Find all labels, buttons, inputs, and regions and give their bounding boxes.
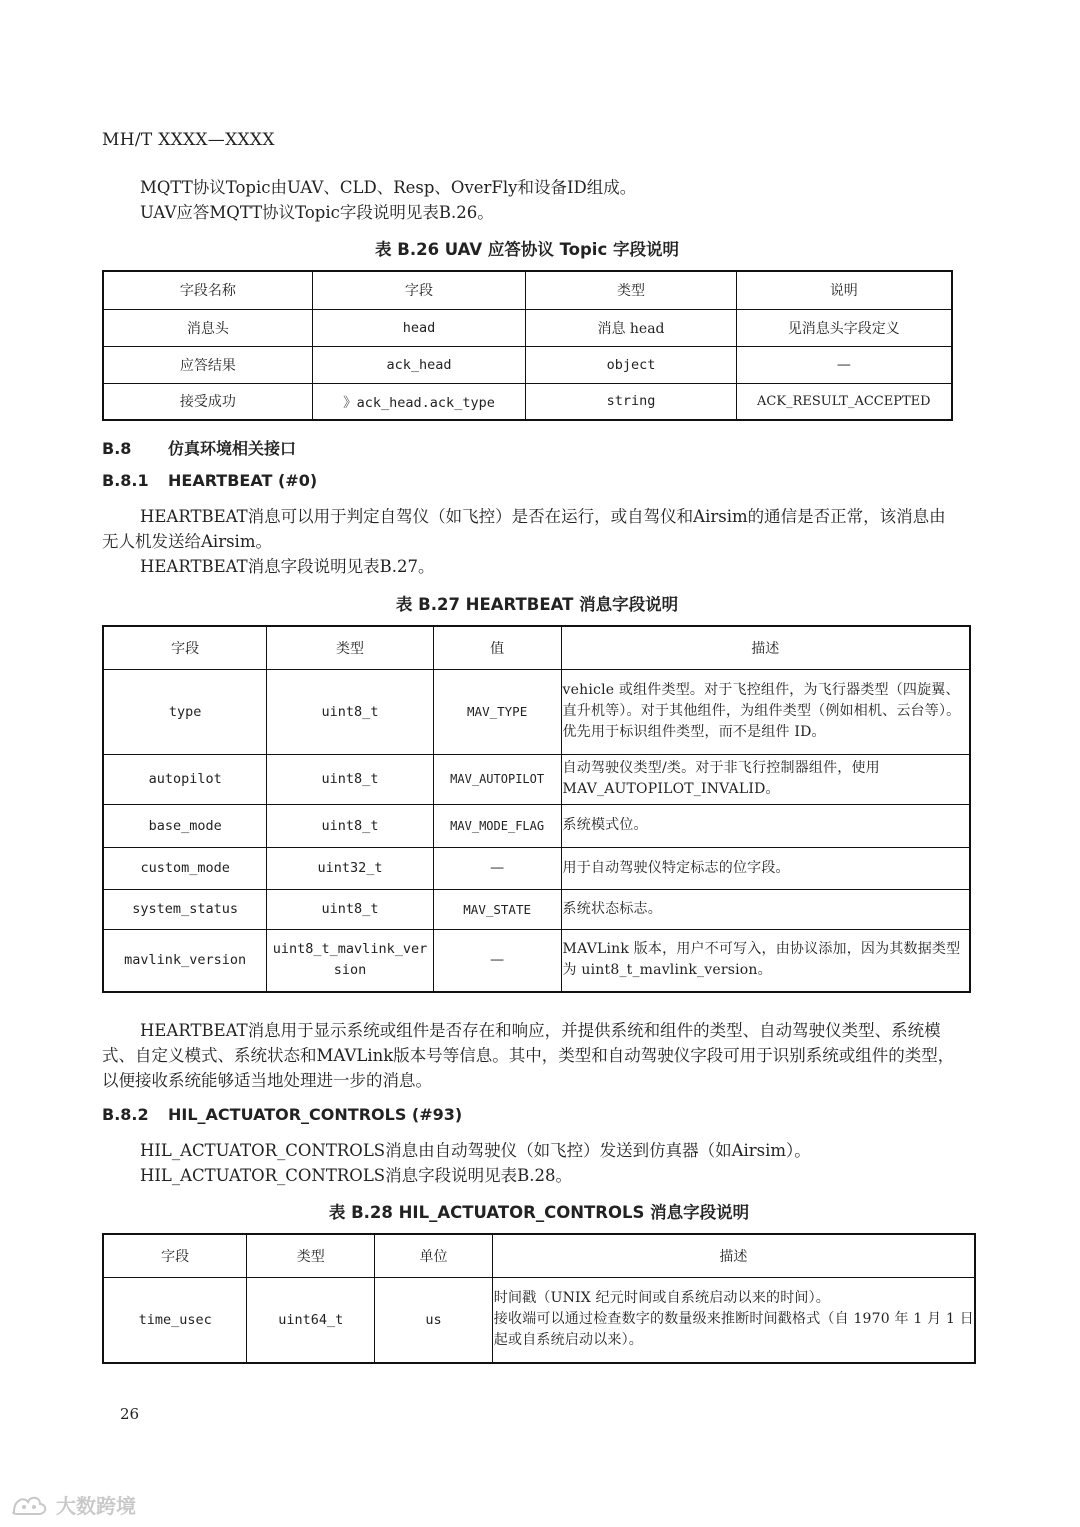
table28-header-cell: 描述: [492, 1234, 975, 1277]
table-cell: MAV_TYPE: [433, 669, 561, 754]
section-number: B.8.2: [102, 1105, 149, 1124]
table27-header-cell: 值: [433, 626, 561, 669]
table-cell: system_status: [103, 889, 267, 929]
table-cell: head: [312, 309, 526, 346]
table-cell: uint8_t_mavlink_version: [267, 929, 433, 992]
section-b82-heading: [102, 1105, 462, 1124]
table-cell: mavlink_version: [103, 929, 267, 992]
table-row: [103, 804, 970, 847]
watermark-logo-icon: [10, 1492, 50, 1518]
table27-header-cell: 描述: [561, 626, 970, 669]
description-line: 时间戳（UNIX 纪元时间或自系统启动以来的时间）。: [493, 1290, 830, 1307]
table-cell: uint32_t: [267, 847, 433, 889]
section-title: HEARTBEAT (#0): [168, 471, 318, 490]
table-row: [103, 889, 970, 929]
table-cell: ack_head: [312, 346, 526, 383]
section-number: B.8: [102, 439, 132, 458]
table-cell: MAV_MODE_FLAG: [433, 804, 561, 847]
table-cell: 消息 head: [526, 309, 736, 346]
section-b81-heading: [102, 471, 317, 490]
table-cell: type: [103, 669, 267, 754]
table-cell: MAV_STATE: [433, 889, 561, 929]
table-cell: 应答结果: [103, 346, 312, 383]
table-cell: 接受成功: [103, 383, 312, 420]
table26-header-row: [103, 271, 952, 309]
hil-intro: [102, 1138, 962, 1188]
table26-header-cell: 字段名称: [103, 271, 312, 309]
table-cell: 》ack_head.ack_type: [312, 383, 526, 420]
table28-header-cell: 类型: [247, 1234, 375, 1277]
hil-intro-para-2: HIL_ACTUATOR_CONTROLS消息字段说明见表B.28。: [140, 1166, 572, 1185]
table27-caption: 表 B.27 HEARTBEAT 消息字段说明: [395, 595, 679, 614]
table-cell: time_usec: [103, 1277, 247, 1363]
description-line: 接收端可以通过检查数字的数量级来推断时间戳格式（自 1970 年 1 月 1 日起或自系统启动以来）。: [493, 1311, 974, 1349]
table-cell-description: 自动驾驶仪类型/类。对于非飞行控制器组件，使用 MAV_AUTOPILOT_INVALID。: [561, 754, 970, 804]
table28-header-cell: 字段: [103, 1234, 247, 1277]
intro-section: [102, 175, 962, 225]
table-row: [103, 346, 952, 383]
table-row: [103, 309, 952, 346]
table-cell-description: 系统状态标志。: [561, 889, 970, 929]
table-row: [103, 669, 970, 754]
table-cell: base_mode: [103, 804, 267, 847]
section-number: B.8.1: [102, 471, 149, 490]
watermark: [10, 1490, 136, 1519]
table-row: [103, 1277, 975, 1363]
watermark-text: 大数跨境: [56, 1494, 136, 1518]
table-row: [103, 847, 970, 889]
table-cell: uint64_t: [247, 1277, 375, 1363]
page-number: 26: [120, 1405, 140, 1423]
table-cell-description: 系统模式位。: [561, 804, 970, 847]
table-cell: —: [736, 346, 952, 383]
table-cell: —: [433, 929, 561, 992]
heartbeat-summary-text: HEARTBEAT消息用于显示系统或组件是否存在和响应，并提供系统和组件的类型、自动驾驶仪类型、系统模式、自定义模式、系统状态和MAVLink版本号等信息。其中，类型和自动驾驶仪字段可用于识别系统或组件的类型，以便接收系统能够适当地处理进一步的消息。: [102, 1021, 955, 1090]
heartbeat-intro-para-1: HEARTBEAT消息可以用于判定自驾仪（如飞控）是否在运行，或自驾仪和Airsim的通信是否正常，该消息由无人机发送给Airsim。: [102, 507, 946, 551]
table-cell: uint8_t: [267, 754, 433, 804]
table-cell: custom_mode: [103, 847, 267, 889]
table27: [102, 625, 971, 993]
table27-header-cell: 字段: [103, 626, 267, 669]
table27-header-row: [103, 626, 970, 669]
table-cell-description: 用于自动驾驶仪特定标志的位字段。: [561, 847, 970, 889]
table-cell: uint8_t: [267, 889, 433, 929]
table26-caption: 表 B.26 UAV 应答协议 Topic 字段说明: [375, 240, 679, 259]
table-cell: string: [526, 383, 736, 420]
table-cell: ACK_RESULT_ACCEPTED: [736, 383, 952, 420]
table-cell-description: vehicle 或组件类型。对于飞控组件，为飞行器类型（四旋翼、直升机等）。对于其他组件，为组件类型（例如相机、云台等）。优先用于标识组件类型，而不是组件 ID。: [561, 669, 970, 754]
table-cell: 见消息头字段定义: [736, 309, 952, 346]
table-cell: —: [433, 847, 561, 889]
table26-header-cell: 说明: [736, 271, 952, 309]
table-cell: 消息头: [103, 309, 312, 346]
heartbeat-summary: [102, 1018, 960, 1093]
table-cell: uint8_t: [267, 669, 433, 754]
section-b8-heading: [102, 436, 296, 459]
table-cell: uint8_t: [267, 804, 433, 847]
section-title: HIL_ACTUATOR_CONTROLS (#93): [168, 1105, 463, 1124]
hil-intro-para-1: HIL_ACTUATOR_CONTROLS消息由自动驾驶仪（如飞控）发送到仿真器（如Airsim）。: [140, 1141, 811, 1160]
table26: [102, 270, 953, 421]
standard-code-header: MH/T XXXX—XXXX: [102, 130, 275, 150]
table28-header-row: [103, 1234, 975, 1277]
table-cell-description: MAVLink 版本，用户不可写入，由协议添加，因为其数据类型为 uint8_t_mavlink_version。: [561, 929, 970, 992]
table26-header-cell: 字段: [312, 271, 526, 309]
table26-header-cell: 类型: [526, 271, 736, 309]
intro-line-2: UAV应答MQTT协议Topic字段说明见表B.26。: [140, 203, 494, 222]
table-row: [103, 754, 970, 804]
table-cell-description: [492, 1277, 975, 1363]
table27-header-cell: 类型: [267, 626, 433, 669]
table-cell: autopilot: [103, 754, 267, 804]
table-cell: MAV_AUTOPILOT: [433, 754, 561, 804]
table-cell: us: [375, 1277, 493, 1363]
table-row: [103, 383, 952, 420]
table-cell: object: [526, 346, 736, 383]
intro-line-1: MQTT协议Topic由UAV、CLD、Resp、OverFly和设备ID组成。: [140, 178, 637, 197]
table28: [102, 1233, 976, 1364]
table-row: [103, 929, 970, 992]
table28-caption: 表 B.28 HIL_ACTUATOR_CONTROLS 消息字段说明: [328, 1203, 750, 1222]
section-title: 仿真环境相关接口: [168, 439, 297, 458]
heartbeat-intro: [102, 504, 962, 579]
table28-header-cell: 单位: [375, 1234, 493, 1277]
heartbeat-intro-para-2: HEARTBEAT消息字段说明见表B.27。: [140, 557, 435, 576]
